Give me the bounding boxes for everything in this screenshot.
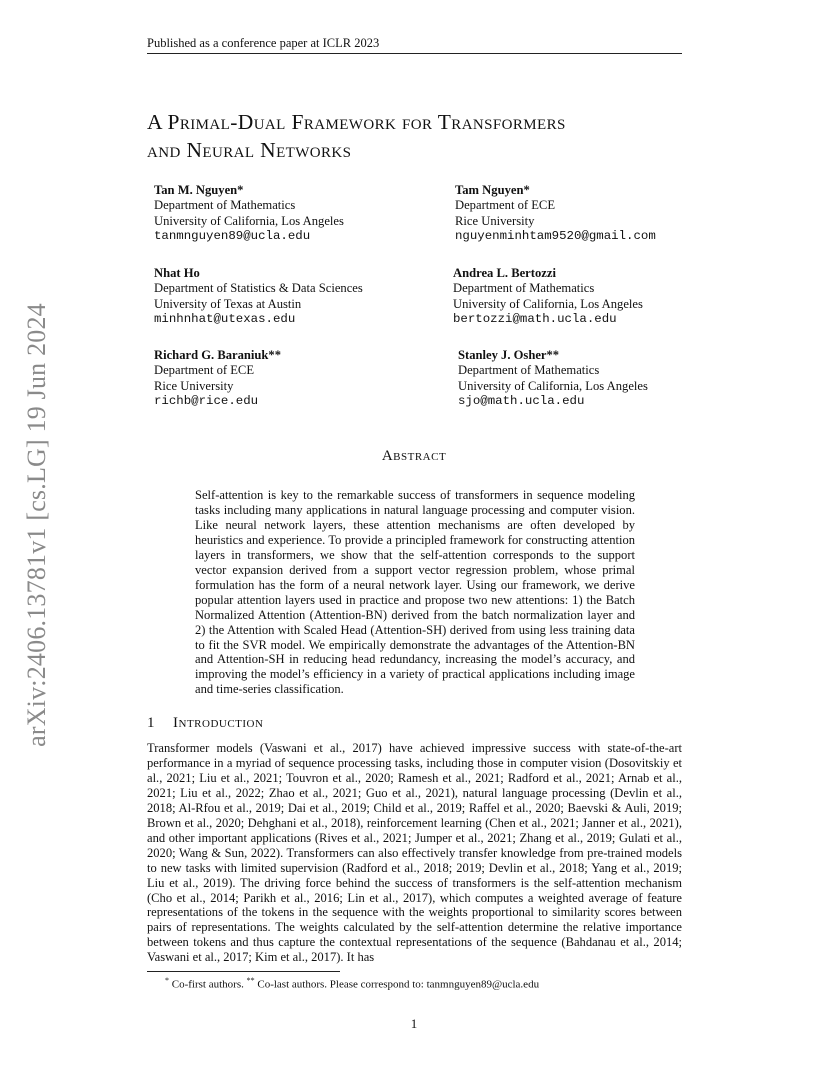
author-block <box>154 348 281 410</box>
author-name: Nhat Ho <box>154 266 200 280</box>
author-institution: University of Texas at Austin <box>154 296 302 311</box>
author-department: Department of Mathematics <box>458 363 600 378</box>
footnote <box>165 976 539 991</box>
abstract-heading: Abstract <box>381 448 447 464</box>
author-block <box>455 183 656 245</box>
author-institution: University of California, Los Angeles <box>453 296 643 311</box>
footnote-mark: * <box>165 976 169 985</box>
footnote-text: Co-first authors. <box>171 978 244 991</box>
author-name: Tam Nguyen* <box>455 183 530 197</box>
paper-title <box>147 108 566 164</box>
author-institution: University of California, Los Angeles <box>154 213 344 228</box>
author-department: Department of Mathematics <box>154 198 296 213</box>
body-paragraph: Transformer models (Vaswani et al., 2017) have achieved impressive success with state-of-the-art performance in a myriad of sequence processing tasks, including those in computer vision (Dosovitskiy et al., 2021; Liu et al., 2021; Touvron et al., 2020; Ramesh et al., 2021; Radford et al., 2021; Arnab et al., 2021; Liu et al., 2022; Zhao et al., 2021; Guo et al., 2021), natural language processing (Devlin et al., 2018; Al-Rfou et al., 2019; Dai et al., 2019; Child et al., 2019; Raffel et al., 2020; Baevski & Auli, 2019; Brown et al., 2020; Dehghani et al., 2018), reinforcement learning (Chen et al., 2021; Janner et al., 2021), and other important applications (Rives et al., 2021; Jumper et al., 2021; Zhang et al., 2019; Gulati et al., 2020; Wang & Sun, 2022). Transformers can also effectively transfer knowledge from pre-trained models to new tasks with limited supervision (Radford et al., 2018; 2019; Devlin et al., 2018; Yang et al., 2019; Liu et al., 2019). The driving force behind the success of transformers is the self-attention mechanism (Cho et al., 2014; Parikh et al., 2016; Lin et al., 2017), which computes a weighted average of feature representations of the tokens in the sequence with the weights proportional to similarity scores between pairs of representations. The weights calculated by the self-attention determine the relative importance between tokens and thus capture the contextual representations of the sequence (Bahdanau et al., 2014; Vaswani et al., 2017; Kim et al., 2017). It has <box>147 741 682 965</box>
author-email[interactable]: sjo@math.ucla.edu <box>458 394 585 409</box>
author-block <box>154 183 344 245</box>
running-header: Published as a conference paper at ICLR 2023 <box>147 36 380 50</box>
footnote-text: Co-last authors. Please correspond to: tanmnguyen89@ucla.edu <box>257 978 540 991</box>
section-number: 1 <box>147 715 155 731</box>
author-email[interactable]: bertozzi@math.ucla.edu <box>453 312 617 327</box>
author-email[interactable]: minhnhat@utexas.edu <box>154 312 296 327</box>
author-name: Andrea L. Bertozzi <box>453 266 556 280</box>
arxiv-stamp: arXiv:2406.13781v1 [cs.LG] 19 Jun 2024 <box>22 303 51 747</box>
author-institution: University of California, Los Angeles <box>458 378 648 393</box>
author-name: Tan M. Nguyen* <box>154 183 244 197</box>
title-line-2: and Neural Networks <box>147 138 352 162</box>
author-institution: Rice University <box>455 213 535 228</box>
author-email[interactable]: richb@rice.edu <box>154 394 259 409</box>
header-rule <box>147 53 682 54</box>
title-line-1: A Primal-Dual Framework for Transformers <box>147 110 566 134</box>
author-block <box>453 266 643 328</box>
section-heading <box>147 715 263 732</box>
abstract-text: Self-attention is key to the remarkable success of transformers in sequence modeling tasks including many applications in natural language processing and computer vision. Like neural network layers, these attention mechanisms are often developed by heuristics and experience. To provide a principled framework for constructing attention layers in transformers, we show that the self-attention corresponds to the support vector expansion derived from a support vector regression problem, whose primal formulation has the form of a neural network layer. Using our framework, we derive popular attention layers used in practice and propose two new attentions: 1) the Batch Normalized Attention (Attention-BN) derived from the batch normalization layer and 2) the Attention with Scaled Head (Attention-SH) derived from using less training data to fit the SVR model. We empirically demonstrate the advantages of the Attention-BN and Attention-SH in reducing head redundancy, increasing the model’s accuracy, and improving the model’s efficiency in a variety of practical applications including image and time-series classification. <box>195 488 635 697</box>
author-name: Stanley J. Osher** <box>458 348 560 362</box>
section-title: Introduction <box>173 715 264 731</box>
author-email[interactable]: tanmnguyen89@ucla.edu <box>154 229 311 244</box>
author-department: Department of ECE <box>455 198 556 213</box>
footnote-rule <box>147 971 340 972</box>
author-department: Department of Statistics & Data Sciences <box>154 281 363 296</box>
author-block <box>154 266 363 328</box>
author-institution: Rice University <box>154 378 234 393</box>
page-number: 1 <box>410 1016 418 1031</box>
author-email[interactable]: nguyenminhtam9520@gmail.com <box>455 229 656 244</box>
author-department: Department of Mathematics <box>453 281 595 296</box>
author-block <box>458 348 648 410</box>
author-department: Department of ECE <box>154 363 255 378</box>
footnote-mark: ** <box>246 976 255 985</box>
author-name: Richard G. Baraniuk** <box>154 348 282 362</box>
